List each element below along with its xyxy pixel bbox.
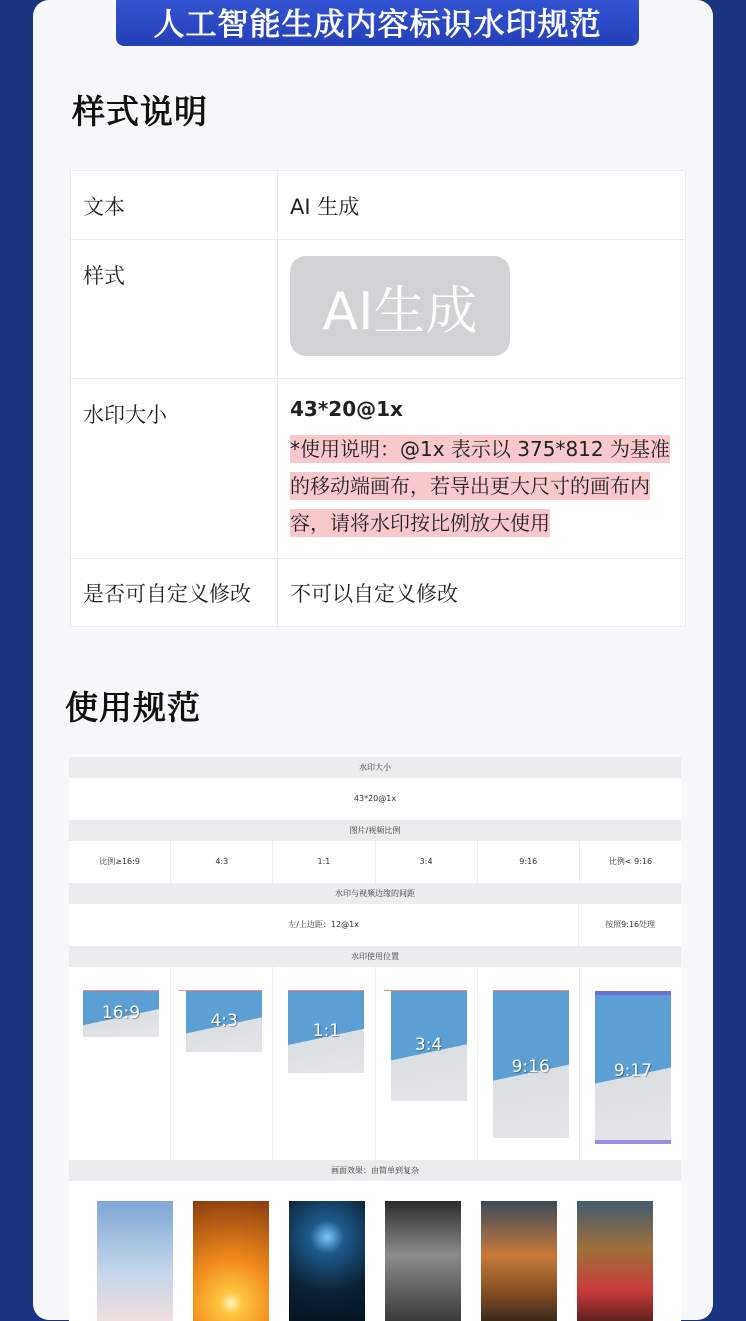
thumbnail	[186, 991, 262, 1052]
example-photo	[193, 1201, 269, 1321]
margin-guide	[493, 990, 569, 991]
ratio-cell: 9:16	[478, 841, 580, 883]
ratio-cell: 1:1	[273, 841, 375, 883]
position-cell	[171, 967, 273, 1160]
thumbnail-label: 4:3	[210, 1011, 238, 1031]
size-key: 水印大小	[71, 379, 278, 559]
effect-header: 画面效果：由简单到复杂	[69, 1160, 681, 1181]
position-cell	[580, 967, 681, 1160]
thumbnail	[83, 991, 159, 1037]
thumbnail-label: 9:16	[511, 1057, 550, 1077]
example-photo	[289, 1201, 365, 1321]
ratio-cell: 比例≥16:9	[69, 841, 171, 883]
custom-key: 是否可自定义修改	[71, 559, 278, 627]
example-photo	[577, 1201, 653, 1321]
margin-guide	[288, 990, 364, 991]
thumbnail	[595, 991, 671, 1144]
thumbnail	[493, 991, 569, 1138]
style-spec-table	[70, 170, 686, 627]
ratio-cell: 比例< 9:16	[608, 857, 653, 866]
thumbnail-label: 3:4	[414, 1035, 443, 1055]
example-photo	[385, 1201, 461, 1321]
effect-row	[69, 1181, 681, 1321]
style-section-title: 样式说明	[72, 92, 208, 131]
style-key: 样式	[71, 240, 278, 379]
example-photo	[97, 1201, 173, 1321]
custom-value: 不可以自定义修改	[278, 559, 686, 627]
banner-title: 人工智能生成内容标识水印规范	[116, 0, 639, 46]
example-photo	[481, 1201, 557, 1321]
thumbnail-label: 9:17	[613, 1061, 652, 1081]
margin-header: 水印与视频边缘的间距	[69, 883, 681, 904]
usage-section-title: 使用规范	[65, 688, 201, 727]
ratio-header: 图片/视频比例	[69, 820, 681, 841]
position-header: 水印使用位置	[69, 946, 681, 967]
position-cell	[69, 967, 171, 1160]
position-row	[69, 967, 681, 1160]
ratio-cell: 3:4	[376, 841, 478, 883]
thumbnail	[391, 991, 467, 1101]
margin-guide	[179, 990, 262, 991]
position-cell	[273, 967, 375, 1160]
text-value: AI 生成	[278, 171, 686, 240]
usage-spec-grid	[69, 757, 681, 1321]
text-key: 文本	[71, 171, 278, 240]
thumbnail-label: 1:1	[312, 1021, 341, 1041]
margin-note-cell: 按照9:16处理	[605, 920, 656, 929]
size-cell: 43*20@1x	[353, 794, 397, 803]
margin-guide	[384, 990, 467, 991]
size-header: 水印大小	[69, 757, 681, 778]
watermark-preview: AI生成	[290, 256, 510, 356]
thumbnail	[288, 991, 364, 1073]
ratio-cell: 4:3	[171, 841, 273, 883]
thumbnail-label: 16:9	[101, 1003, 141, 1023]
margin-guide	[83, 990, 159, 991]
usage-note: *使用说明：@1x 表示以 375*812 为基准的移动端画布，若导出更大尺寸的画布内容，请将水印按比例放大使用	[290, 437, 670, 535]
margin-cell: 左/上边距：12@1x	[69, 904, 579, 946]
position-cell	[376, 967, 478, 1160]
size-value: 43*20@1x	[290, 397, 403, 421]
position-cell	[478, 967, 580, 1160]
